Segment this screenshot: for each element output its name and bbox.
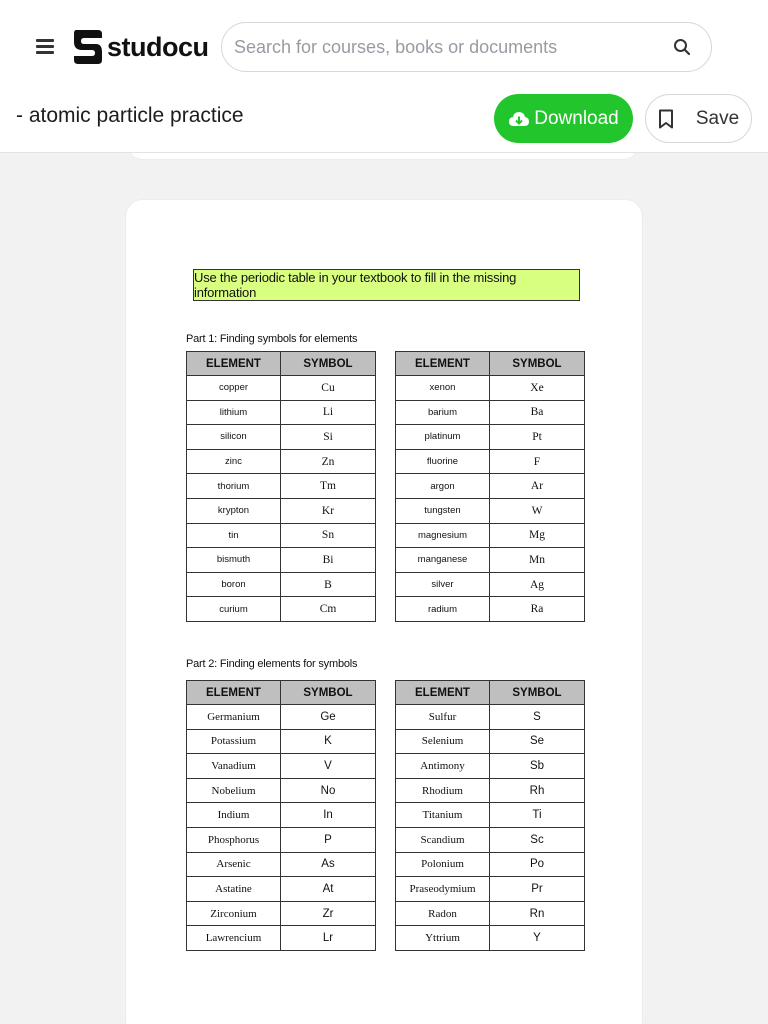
studocu-logo-icon <box>72 28 104 66</box>
table-row <box>187 926 376 951</box>
table-row <box>187 778 376 803</box>
table-row <box>187 729 376 754</box>
symbol-cell: Mn <box>490 548 585 573</box>
symbol-cell: Cu <box>281 376 376 401</box>
logo-text: studocu <box>107 31 209 62</box>
table-row <box>396 376 585 401</box>
element-cell: Lawrencium <box>187 926 281 951</box>
symbol-cell: Ge <box>281 705 376 730</box>
element-cell: silver <box>396 572 490 597</box>
table-row <box>396 901 585 926</box>
table-row <box>187 901 376 926</box>
table-row <box>396 474 585 499</box>
element-cell: argon <box>396 474 490 499</box>
search-icon[interactable] <box>673 38 691 56</box>
top-bar <box>0 0 768 153</box>
symbol-cell: Tm <box>281 474 376 499</box>
download-button[interactable] <box>494 94 633 143</box>
element-cell: copper <box>187 376 281 401</box>
symbol-column-header: SYMBOL <box>490 352 585 376</box>
symbol-column-header: SYMBOL <box>281 352 376 376</box>
element-cell: manganese <box>396 548 490 573</box>
element-cell: Germanium <box>187 705 281 730</box>
table-row <box>187 400 376 425</box>
symbol-cell: In <box>281 803 376 828</box>
table-row <box>396 729 585 754</box>
symbol-cell: Bi <box>281 548 376 573</box>
symbol-cell: Zn <box>281 449 376 474</box>
element-cell: boron <box>187 572 281 597</box>
element-cell: tungsten <box>396 498 490 523</box>
symbol-cell: Cm <box>281 597 376 622</box>
symbol-cell: Kr <box>281 498 376 523</box>
symbol-cell: W <box>490 498 585 523</box>
element-cell: krypton <box>187 498 281 523</box>
symbol-cell: Pt <box>490 425 585 450</box>
element-cell: Arsenic <box>187 852 281 877</box>
document-title: - atomic particle practice <box>16 104 244 127</box>
table-row <box>396 523 585 548</box>
symbol-cell: Li <box>281 400 376 425</box>
save-label: Save <box>695 107 740 129</box>
symbol-column-header: SYMBOL <box>490 681 585 705</box>
table-row <box>187 852 376 877</box>
element-cell: curium <box>187 597 281 622</box>
element-cell: thorium <box>187 474 281 499</box>
table-row <box>396 827 585 852</box>
symbol-cell: As <box>281 852 376 877</box>
table-row <box>396 754 585 779</box>
symbol-cell: Sc <box>490 827 585 852</box>
table-row <box>187 827 376 852</box>
table-row <box>187 754 376 779</box>
element-cell: Vanadium <box>187 754 281 779</box>
symbol-cell: Pr <box>490 877 585 902</box>
table-row <box>187 523 376 548</box>
element-cell: Radon <box>396 901 490 926</box>
symbol-cell: Rh <box>490 778 585 803</box>
symbol-cell: Ba <box>490 400 585 425</box>
symbol-cell: B <box>281 572 376 597</box>
symbol-column-header: SYMBOL <box>281 681 376 705</box>
symbol-cell: Si <box>281 425 376 450</box>
table-row <box>187 877 376 902</box>
element-cell: Polonium <box>396 852 490 877</box>
element-cell: Indium <box>187 803 281 828</box>
element-cell: Nobelium <box>187 778 281 803</box>
instruction-box: Use the periodic table in your textbook to fill in the missing information <box>193 269 580 301</box>
search-bar <box>221 22 712 72</box>
part2-left-table <box>186 680 376 951</box>
element-cell: Phosphorus <box>187 827 281 852</box>
element-cell: lithium <box>187 400 281 425</box>
symbol-cell: Ag <box>490 572 585 597</box>
element-column-header: ELEMENT <box>396 681 490 705</box>
element-cell: Sulfur <box>396 705 490 730</box>
table-row <box>187 572 376 597</box>
table-row <box>187 449 376 474</box>
save-button[interactable] <box>645 94 752 143</box>
table-row <box>187 376 376 401</box>
element-cell: Rhodium <box>396 778 490 803</box>
table-row <box>396 852 585 877</box>
symbol-cell: Xe <box>490 376 585 401</box>
element-cell: Titanium <box>396 803 490 828</box>
table-row <box>396 926 585 951</box>
element-cell: Yttrium <box>396 926 490 951</box>
table-row <box>187 498 376 523</box>
symbol-cell: F <box>490 449 585 474</box>
element-cell: radium <box>396 597 490 622</box>
symbol-cell: Ti <box>490 803 585 828</box>
symbol-cell: Rn <box>490 901 585 926</box>
element-cell: bismuth <box>187 548 281 573</box>
element-cell: Zirconium <box>187 901 281 926</box>
table-row <box>396 449 585 474</box>
table-row <box>187 705 376 730</box>
element-cell: zinc <box>187 449 281 474</box>
element-cell: silicon <box>187 425 281 450</box>
element-cell: Scandium <box>396 827 490 852</box>
table-row <box>396 572 585 597</box>
table-row <box>396 597 585 622</box>
bookmark-icon <box>658 109 674 129</box>
element-cell: barium <box>396 400 490 425</box>
part2-right-table <box>395 680 585 951</box>
table-row <box>187 474 376 499</box>
element-cell: platinum <box>396 425 490 450</box>
table-row <box>187 803 376 828</box>
element-cell: magnesium <box>396 523 490 548</box>
part2-heading: Part 2: Finding elements for symbols <box>186 658 358 670</box>
symbol-cell: At <box>281 877 376 902</box>
table-row <box>396 425 585 450</box>
element-cell: fluorine <box>396 449 490 474</box>
symbol-cell: Se <box>490 729 585 754</box>
symbol-cell: Y <box>490 926 585 951</box>
symbol-cell: V <box>281 754 376 779</box>
symbol-cell: Sb <box>490 754 585 779</box>
element-cell: tin <box>187 523 281 548</box>
table-row <box>396 498 585 523</box>
element-cell: Selenium <box>396 729 490 754</box>
symbol-cell: No <box>281 778 376 803</box>
element-cell: Astatine <box>187 877 281 902</box>
symbol-cell: S <box>490 705 585 730</box>
element-cell: Praseodymium <box>396 877 490 902</box>
symbol-cell: Mg <box>490 523 585 548</box>
table-row <box>396 877 585 902</box>
symbol-cell: Ar <box>490 474 585 499</box>
table-row <box>396 548 585 573</box>
symbol-cell: P <box>281 827 376 852</box>
element-column-header: ELEMENT <box>396 352 490 376</box>
symbol-cell: Ra <box>490 597 585 622</box>
studocu-logo[interactable] <box>72 28 209 66</box>
symbol-cell: Po <box>490 852 585 877</box>
hamburger-menu-icon[interactable] <box>36 39 54 55</box>
part1-left-table <box>186 351 376 622</box>
table-row <box>396 778 585 803</box>
download-label: Download <box>534 107 619 129</box>
table-row <box>187 425 376 450</box>
search-input[interactable] <box>234 33 654 61</box>
part1-heading: Part 1: Finding symbols for elements <box>186 333 358 345</box>
element-cell: xenon <box>396 376 490 401</box>
table-row <box>396 803 585 828</box>
symbol-cell: Zr <box>281 901 376 926</box>
symbol-cell: Sn <box>281 523 376 548</box>
element-column-header: ELEMENT <box>187 352 281 376</box>
table-row <box>396 400 585 425</box>
symbol-cell: K <box>281 729 376 754</box>
element-column-header: ELEMENT <box>187 681 281 705</box>
element-cell: Antimony <box>396 754 490 779</box>
table-row <box>187 597 376 622</box>
part1-right-table <box>395 351 585 622</box>
table-row <box>187 548 376 573</box>
table-row <box>396 705 585 730</box>
symbol-cell: Lr <box>281 926 376 951</box>
element-cell: Potassium <box>187 729 281 754</box>
cloud-download-icon <box>508 110 530 128</box>
